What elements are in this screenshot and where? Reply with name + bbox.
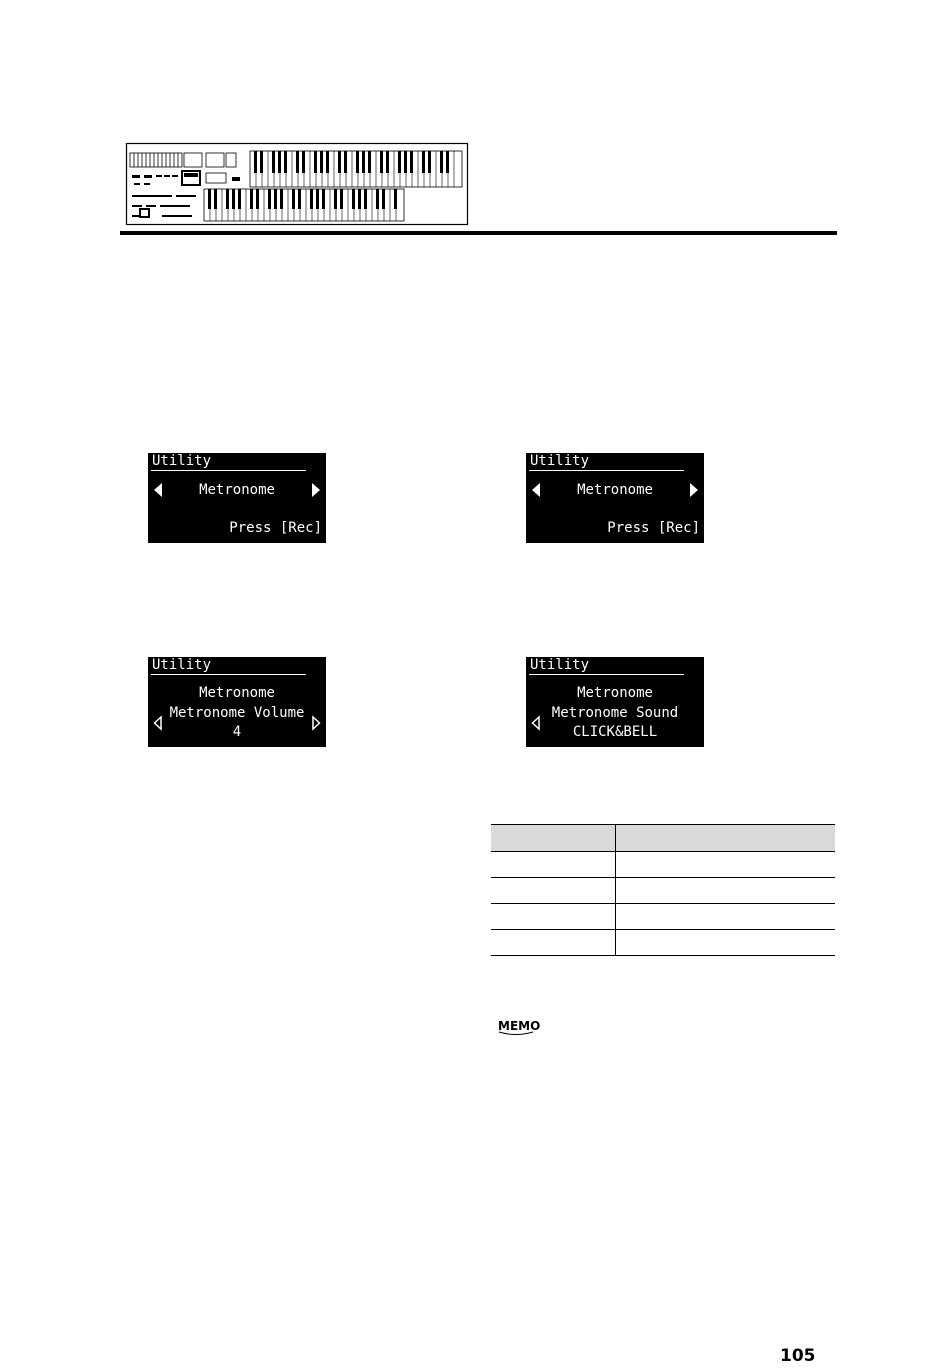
table-row: [491, 904, 835, 930]
lcd-line-1: Metronome: [199, 685, 275, 701]
table-row: [491, 930, 835, 956]
lcd-line-3: CLICK&BELL: [572, 724, 658, 740]
table-cell: [491, 878, 616, 904]
table-cell: [491, 930, 616, 956]
lcd-screen-metronome-volume: [148, 657, 326, 747]
right-arrow-icon: [690, 483, 698, 497]
lcd-screen-metronome-sound: [526, 657, 704, 747]
lcd-title-underline: [151, 470, 306, 471]
table-cell: [616, 878, 836, 904]
table-header-cell: [616, 825, 836, 852]
table-cell: [616, 904, 836, 930]
lcd-screen-metronome-menu: [526, 453, 704, 543]
lcd-title: Utility: [152, 657, 212, 673]
lcd-title-underline: [151, 674, 306, 675]
lcd-title: Utility: [152, 453, 212, 469]
table-header-cell: [491, 825, 616, 852]
lcd-press-rec: Press [Rec]: [229, 520, 322, 536]
lcd-title-underline: [529, 674, 684, 675]
memo-icon: [496, 1015, 541, 1037]
table-cell: [491, 904, 616, 930]
table-cell: [616, 852, 836, 878]
lcd-title: Utility: [530, 453, 590, 469]
page-number: 105: [780, 1346, 816, 1366]
table-cell: [491, 852, 616, 878]
table-row: [491, 878, 835, 904]
lcd-line-1: Metronome: [577, 482, 653, 498]
right-arrow-icon: [312, 483, 320, 497]
lcd-screen-metronome-menu: [148, 453, 326, 543]
header-rule: [120, 231, 837, 235]
lcd-line-2: Metronome Sound: [551, 705, 679, 721]
lcd-line-1: Metronome: [577, 685, 653, 701]
lcd-title-underline: [529, 470, 684, 471]
table-header-row: [491, 825, 835, 852]
lcd-line-2: Metronome Volume: [169, 705, 305, 721]
lcd-line-1: Metronome: [199, 482, 275, 498]
metronome-sound-table: [491, 824, 835, 956]
lcd-press-rec: Press [Rec]: [607, 520, 700, 536]
lcd-title: Utility: [530, 657, 590, 673]
table-row: [491, 852, 835, 878]
lcd-line-3: 4: [232, 724, 242, 740]
memo-label: MEMO: [498, 1019, 541, 1033]
table-cell: [616, 930, 836, 956]
organ-panel-illustration: [126, 143, 468, 225]
